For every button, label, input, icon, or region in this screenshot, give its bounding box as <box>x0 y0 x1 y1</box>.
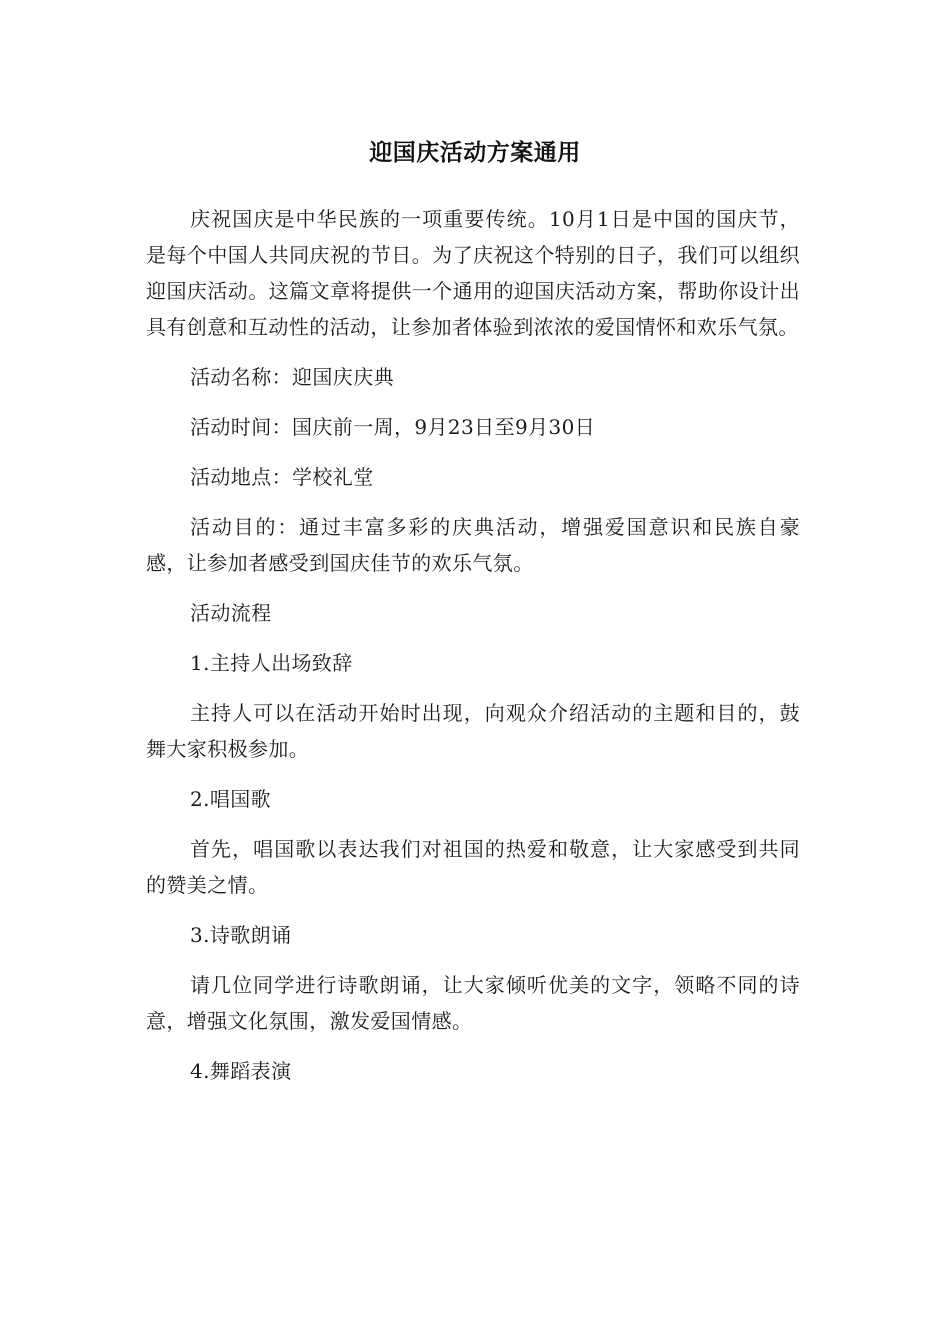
intro-paragraph: 庆祝国庆是中华民族的一项重要传统。10月1日是中国的国庆节，是每个中国人共同庆祝的节日。为了庆祝这个特别的日子，我们可以组织迎国庆活动。这篇文章将提供一个通用的迎国庆活动方案，帮助你设计出具有创意和互动性的活动，让参加者体验到浓浓的爱国情怀和欢乐气氛。 <box>146 207 800 339</box>
step-3-text: 请几位同学进行诗歌朗诵，让大家倾听优美的文字，领略不同的诗意，增强文化氛围，激发爱国情感。 <box>146 973 800 1033</box>
activity-time: 活动时间：国庆前一周，9月23日至9月30日 <box>190 415 596 439</box>
activity-purpose: 活动目的：通过丰富多彩的庆典活动，增强爱国意识和民族自豪感，让参加者感受到国庆佳节的欢乐气氛。 <box>146 515 800 575</box>
activity-name: 活动名称：迎国庆庆典 <box>190 365 394 389</box>
step-3-heading: 3.诗歌朗诵 <box>190 923 292 947</box>
document-title: 迎国庆活动方案通用 <box>369 140 581 166</box>
activity-process-heading: 活动流程 <box>190 601 272 625</box>
document-body <box>146 201 800 1103</box>
step-4-heading: 4.舞蹈表演 <box>190 1059 292 1083</box>
activity-location: 活动地点：学校礼堂 <box>190 465 374 489</box>
step-2-heading: 2.唱国歌 <box>190 787 272 811</box>
step-1-text: 主持人可以在活动开始时出现，向观众介绍活动的主题和目的，鼓舞大家积极参加。 <box>146 701 800 761</box>
step-2-text: 首先，唱国歌以表达我们对祖国的热爱和敬意，让大家感受到共同的赞美之情。 <box>146 837 800 897</box>
step-1-heading: 1.主持人出场致辞 <box>190 651 353 675</box>
